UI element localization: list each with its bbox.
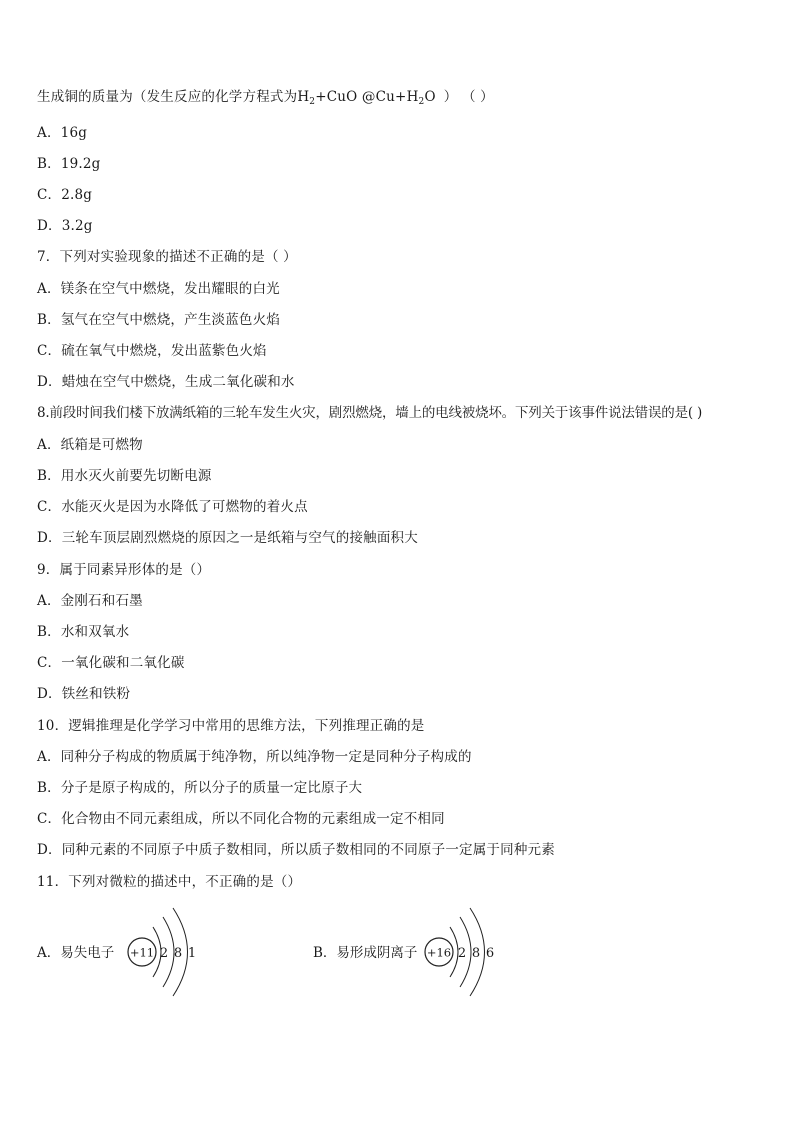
q11-option-b-label: B．易形成阴离子 — [313, 945, 418, 961]
q8-option-c: C．水能灭火是因为水降低了可燃物的着火点 — [37, 499, 308, 515]
q6-stem — [37, 88, 494, 111]
nucleus-charge: +16 — [426, 945, 452, 960]
q9-option-a: A．金刚石和石墨 — [37, 593, 143, 609]
q10-option-d: D．同种元素的不同原子中质子数相同，所以质子数相同的不同原子一定属于同种元素 — [37, 842, 555, 858]
q8-stem: 8.前段时间我们楼下放满纸箱的三轮车发生火灾，剧烈燃烧，墙上的电线被烧坏。下列关于该事件说法错误的是( ) — [37, 405, 703, 421]
q6-option-c: C．2.8g — [37, 187, 93, 203]
q10-option-b: B．分子是原子构成的，所以分子的质量一定比原子大 — [37, 780, 363, 796]
equation-o: O — [424, 89, 436, 105]
q7-option-a: A．镁条在空气中燃烧，发出耀眼的白光 — [37, 281, 280, 297]
equation-subscript: 2 — [418, 97, 425, 107]
q6-stem-text: 生成铜的质量为（发生反应的化学方程式为 — [37, 89, 298, 105]
q9-stem: 9．属于同素异形体的是（） — [37, 562, 211, 578]
equation-h: H — [297, 89, 310, 105]
q11-option-b — [313, 905, 533, 1000]
q10-option-a: A．同种分子构成的物质属于纯净物，所以纯净物一定是同种分子构成的 — [37, 749, 472, 765]
q8-option-a: A．纸箱是可燃物 — [37, 437, 143, 453]
q6-option-a: A．16g — [37, 125, 88, 141]
q7-option-d: D．蜡烛在空气中燃烧，生成二氧化碳和水 — [37, 374, 295, 390]
equation-subscript: 2 — [309, 97, 316, 107]
q10-stem: 10．逻辑推理是化学学习中常用的思维方法，下列推理正确的是 — [37, 718, 425, 734]
q8-option-b: B．用水灭火前要先切断电源 — [37, 468, 212, 484]
q7-option-b: B．氢气在空气中燃烧，产生淡蓝色火焰 — [37, 312, 281, 328]
nucleus-charge: +11 — [129, 945, 155, 960]
q7-option-c: C．硫在氧气中燃烧，发出蓝紫色火焰 — [37, 343, 267, 359]
shell-electron-count: 2 — [159, 946, 169, 961]
q9-option-c: C．一氧化碳和二氧化碳 — [37, 655, 185, 671]
atom-structure-diagram-b — [313, 905, 533, 1000]
q11-stem: 11．下列对微粒的描述中，不正确的是（） — [37, 874, 302, 890]
shell-electron-count: 8 — [173, 946, 183, 961]
shell-electron-count: 1 — [187, 946, 197, 961]
shell-electron-count: 2 — [457, 946, 467, 961]
shell-electron-count: 6 — [485, 946, 495, 961]
q11-option-a — [37, 905, 237, 1000]
q10-option-c: C．化合物由不同元素组成，所以不同化合物的元素组成一定不相同 — [37, 811, 445, 827]
q6-option-b: B．19.2g — [37, 156, 101, 172]
q9-option-d: D．铁丝和铁粉 — [37, 686, 131, 702]
atom-structure-diagram-a — [37, 905, 237, 1000]
q8-option-d: D．三轮车顶层剧烈燃烧的原因之一是纸箱与空气的接触面积大 — [37, 530, 418, 546]
shell-electron-count: 8 — [471, 946, 481, 961]
electron-shell-arc — [450, 927, 458, 977]
q6-option-d: D．3.2g — [37, 218, 93, 234]
q7-stem: 7．下列对实验现象的描述不正确的是（ ） — [37, 249, 297, 265]
q11-option-a-label: A．易失电子 — [37, 945, 115, 961]
q6-answer-bracket: ） （ ） — [443, 89, 494, 105]
q9-option-b: B．水和双氧水 — [37, 624, 130, 640]
equation-middle: +CuO @Cu+H — [315, 89, 419, 105]
